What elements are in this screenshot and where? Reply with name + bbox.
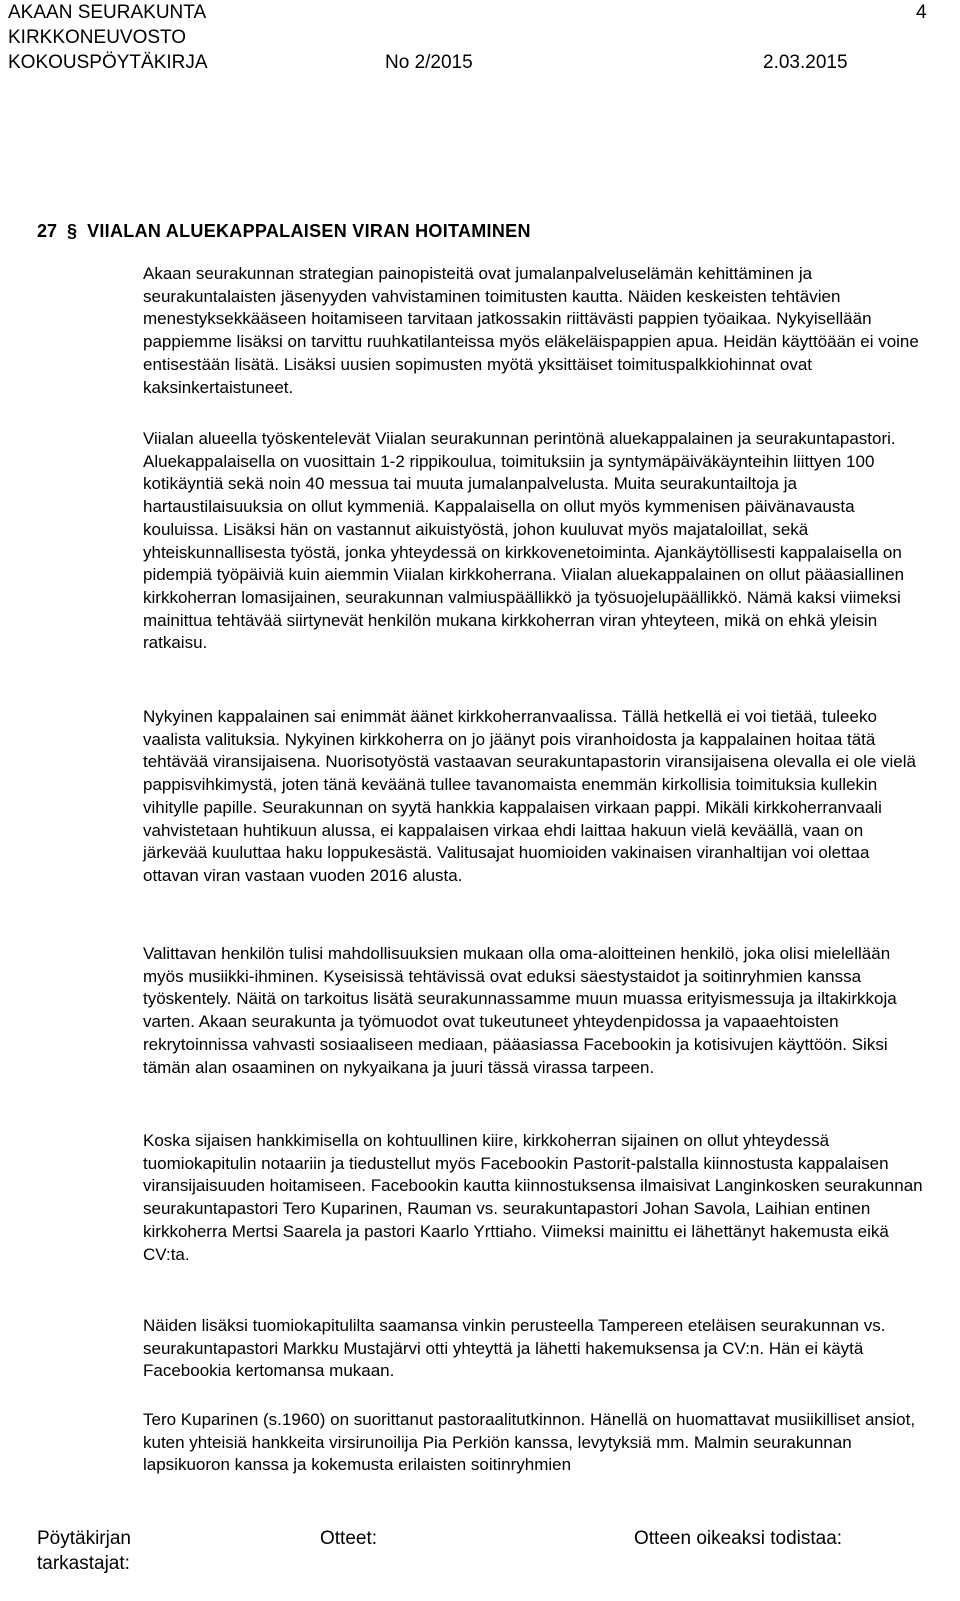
header-doc-number: No 2/2015 bbox=[385, 52, 473, 73]
page-number: 4 bbox=[916, 2, 927, 23]
section-sign-icon: § bbox=[62, 221, 83, 241]
paragraph-strategy: Akaan seurakunnan strategian painopisteitä ovat jumalanpalveluselämän kehittäminen ja seurakuntalaisten jäsenyyden vahvistaminen toimitusten kautta. Näiden keskeisten tehtävien menestyksekkääseen hoitamiseen tarvitaan jatkossakin riittävästi pappien työaikaa. Nykyisellään pappiemme lisäksi on tarvittu ruuhkatilanteissa myös eläkeläispappien apua. Heidän käyttöään ei voine entisestään lisätä. Lisäksi uusien sopimusten myötä yksittäiset toimituspalkkiohinnat ovat kaksinkertaistuneet. bbox=[143, 264, 919, 397]
paragraph-applicant-kuparinen: Tero Kuparinen (s.1960) on suorittanut pastoraalitutkinnon. Hänellä on huomattavat musiikilliset ansiot, kuten yhteisiä hankkeita virsirunoilija Pia Perkiön kanssa, levytyksiä mm. Malmin seurakunnan lapsikuoron kanssa ja kokemusta erilaisten soitinryhmien bbox=[143, 1410, 916, 1475]
header-date: 2.03.2015 bbox=[763, 52, 848, 73]
header-org: AKAAN SEURAKUNTA bbox=[8, 2, 207, 23]
footer-certified-label: Otteen oikeaksi todistaa: bbox=[634, 1528, 843, 1549]
paragraph-candidate-profile: Valittavan henkilön tulisi mahdollisuuksien mukaan olla oma-aloitteinen henkilö, joka olisi mielellään myös musiikki-ihminen. Kyseisissä tehtävissä ovat eduksi säestystaidot ja soitinryhmien kanssa työskentely. Näitä on tarkoitus lisätä seurakunnassamme muun muassa erityismessuja ja iltakirkkoja varten. Akaan seurakunta ja työmuodot ovat tukeutuneet yhteydenpidossa ja vapaaehtoisten rekrytoinnissa vahvasti sosiaaliseen mediaan, pääasiassa Facebookin ja kotisivujen käyttöön. Siksi tämän alan osaaminen on nykyaikana ja juuri tässä virassa tarpeen. bbox=[143, 944, 897, 1077]
paragraph-substitute-search: Koska sijaisen hankkimisella on kohtuullinen kiire, kirkkoherran sijainen on ollut yhteydessä tuomiokapitulin notaariin ja tiedustellut myös Facebookin Pastorit-palstalla kiinnostusta kappalaisen viransijaisuuden hoitamiseen. Facebookin kautta kiinnostuksensa ilmaisivat Langinkosken seurakunnan seurakuntapastori Tero Kuparinen, Rauman vs. seurakuntapastori Johan Savola, Laihian entinen kirkkoherra Mertsi Saarela ja pastori Kaarlo Yrttiaho. Viimeksi mainittu ei lähettänyt hakemusta eikä CV:ta. bbox=[143, 1131, 923, 1264]
footer-extracts-label: Otteet: bbox=[320, 1528, 378, 1549]
header-body: KIRKKONEUVOSTO bbox=[8, 27, 187, 48]
paragraph-additional-applicant: Näiden lisäksi tuomiokapitulilta saamansa vinkin perusteella Tampereen eteläisen seurakunnan vs. seurakuntapastori Markku Mustajärvi otti yhteyttä ja lähetti hakemuksensa ja CV:n. Hän ei käytä Facebookia kertomansa mukaan. bbox=[143, 1316, 886, 1381]
footer-reviewers-label: Pöytäkirjan tarkastajat: bbox=[37, 1528, 131, 1574]
section-heading bbox=[37, 220, 531, 242]
section-number: 27 bbox=[37, 221, 58, 241]
paragraph-viiala-duties: Viialan alueella työskentelevät Viialan seurakunnan perintönä aluekappalainen ja seurakuntapastori. Aluekappalaisella on vuosittain 1-2 rippikoulua, toimituksiin ja syntymäpäiväkäynteihin liittyen 100 kotikäyntiä sekä noin 40 messua tai muuta jumalanpalvelusta. Muita seurakuntailtoja ja hartaustilaisuuksia on ollut kymmeniä. Kappalaisella on ollut myös kymmenisen päivänavausta kouluissa. Lisäksi hän on vastannut aikuistyöstä, johon kuuluvat myös majataloillat, sekä yhteiskunnallisesta työstä, jonka yhteydessä on kirkkovenetoiminta. Ajankäytöllisesti kappalaisella on pidempiä työpäiviä kuin aiemmin Viialan kirkkoherrana. Viialan aluekappalainen on ollut pääasiallinen kirkkoherran lomasijainen, seurakunnan valmiuspäällikkö ja työsuojelupäällikkö. Nämä kaksi viimeksi mainittua tehtävää siirtynevät henkilön mukana kirkkoherran viran yhteyteen, mikä on ehkä yleisin ratkaisu. bbox=[143, 429, 905, 653]
header-doc-type: KOKOUSPÖYTÄKIRJA bbox=[8, 52, 208, 73]
paragraph-current-chaplain: Nykyinen kappalainen sai enimmät äänet kirkkoherranvaalissa. Tällä hetkellä ei voi tietää, tuleeko vaalista valituksia. Nykyinen kirkkoherra on jo jäänyt pois viranhoidosta ja kappalainen hoitaa tätä tehtävää viransijaisena. Nuorisotyöstä vastaavan seurakuntapastorin viransijaisena olevalla ei ole vielä pappisvihkimystä, joten tänä keväänä tullee tavanomaista enemmän kirkollisia toimituksia kullekin vihitylle papille. Seurakunnan on syytä hankkia kappalaisen virkaan pappi. Mikäli kirkkoherranvaali vahvistetaan huhtikuun alussa, ei kappalaisen virkaa ehdi laittaa hakuun vielä keväällä, vaan on järkevää kuuluttaa haku loppukesästä. Valitusajat huomioiden vakinaisen viranhaltijan voi olettaa ottavan viran vastaan vuoden 2016 alusta. bbox=[143, 707, 916, 885]
section-title: VIIALAN ALUEKAPPALAISEN VIRAN HOITAMINEN bbox=[87, 221, 531, 241]
